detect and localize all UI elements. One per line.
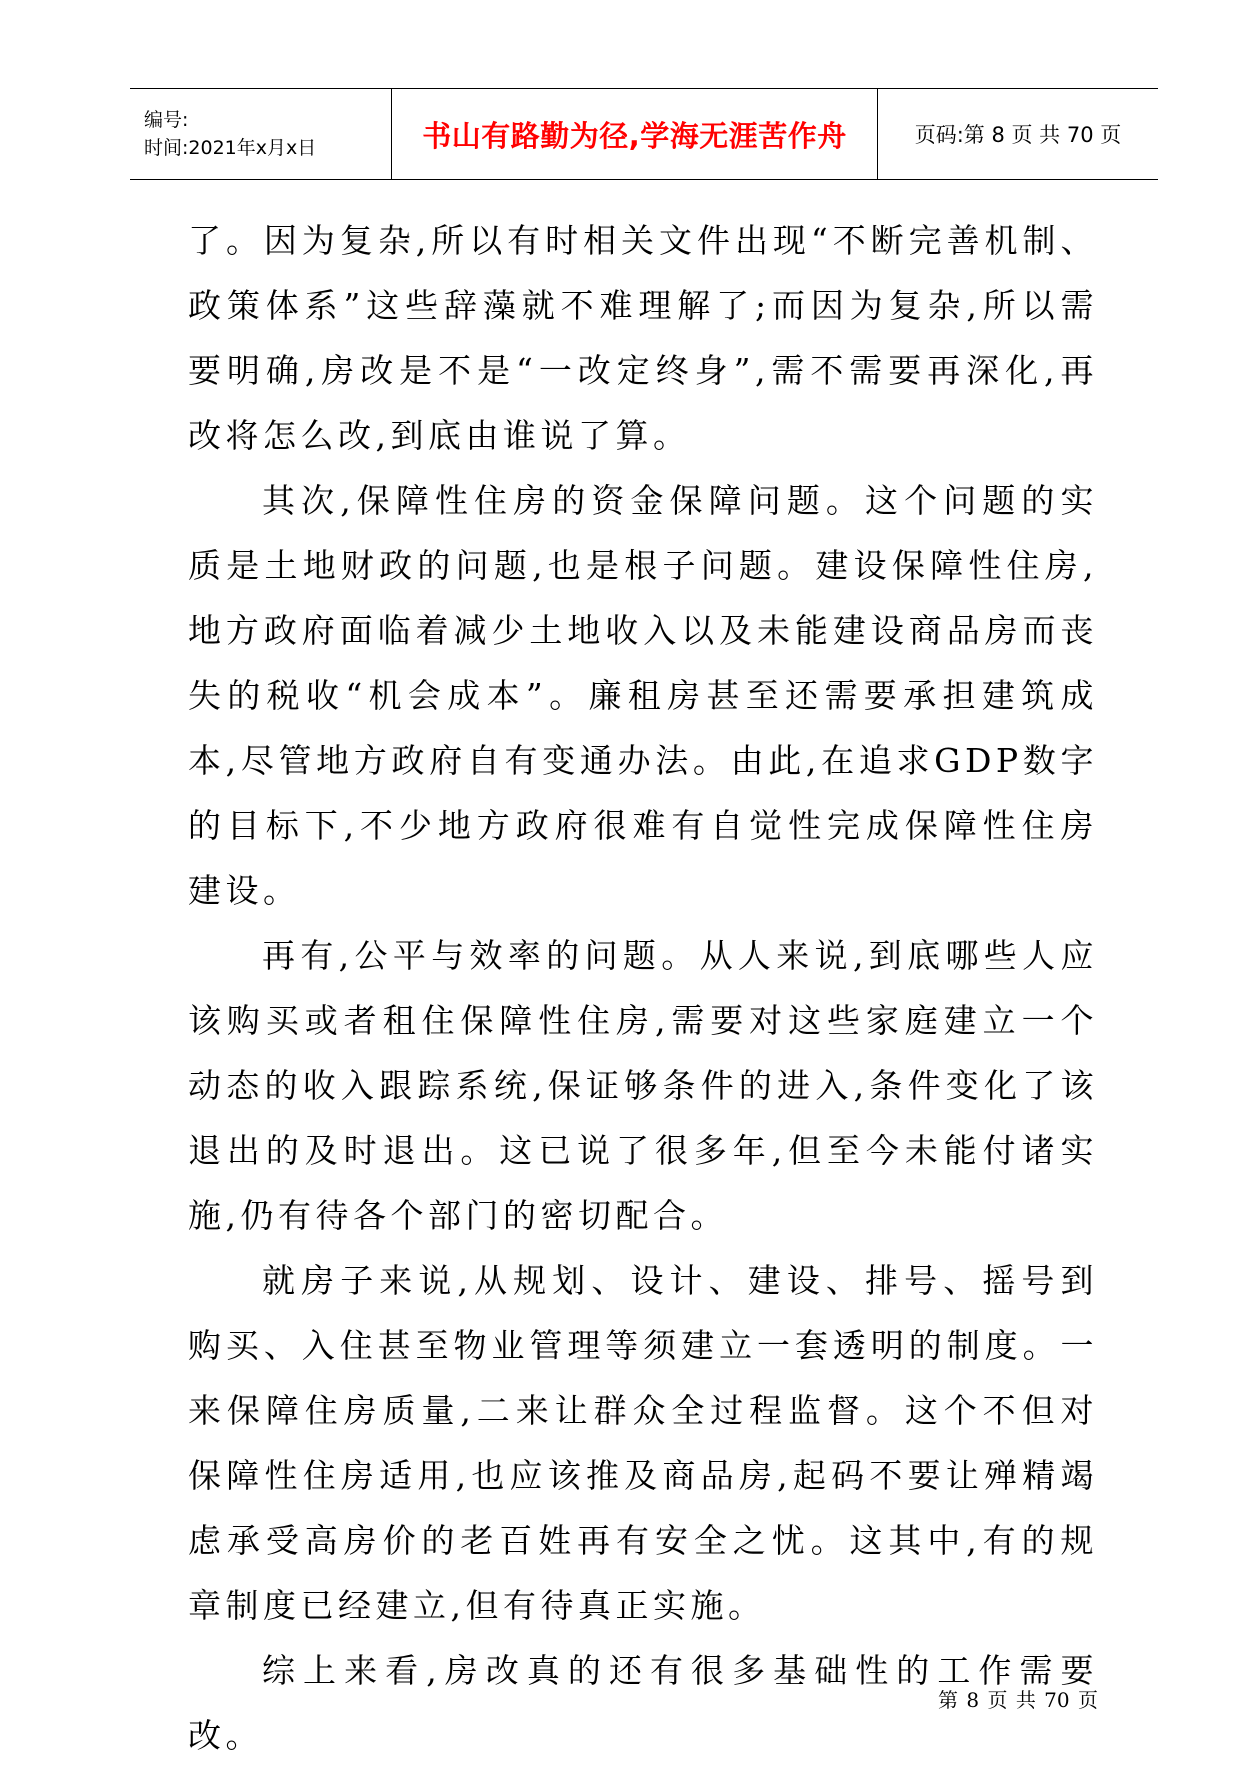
- body-paragraph: 了。因为复杂,所以有时相关文件出现“不断完善机制、政策体系”这些辞藻就不难理解了;而因为复杂,所以需要明确,房改是不是“一改定终身”,需不需要再深化,再改将怎么改,到底由谁说了算。: [188, 221, 1098, 455]
- footer-page-number: 第 8 页 共 70 页: [938, 1688, 1098, 1712]
- body-paragraph: 就房子来说,从规划、设计、建设、排号、摇号到购买、入住甚至物业管理等须建立一套透明的制度。一来保障住房质量,二来让群众全过程监督。这个不但对保障性住房适用,也应该推及商品房,起码不要让殚精竭虑承受高房价的老百姓再有安全之忧。这其中,有的规章制度已经建立,但有待真正实施。: [188, 1261, 1098, 1625]
- motto-text: 书山有路勤为径,学海无涯苦作舟: [422, 118, 847, 153]
- header-meta: [130, 89, 392, 179]
- document-time-label: 时间:2021年x月x日: [144, 137, 317, 159]
- body-paragraph: 再有,公平与效率的问题。从人来说,到底哪些人应该购买或者租住保障性住房,需要对这些家庭建立一个动态的收入跟踪系统,保证够条件的进入,条件变化了该退出的及时退出。这已说了很多年,但至今未能付诸实施,仍有待各个部门的密切配合。: [188, 936, 1098, 1235]
- header-page-number: 页码:第 8 页 共 70 页: [914, 123, 1122, 147]
- header-page-info: [878, 89, 1158, 179]
- body-paragraph: 综上来看,房改真的还有很多基础性的工作需要改。: [188, 1651, 1098, 1755]
- header-motto: [392, 89, 878, 179]
- body-paragraph: 其次,保障性住房的资金保障问题。这个问题的实质是土地财政的问题,也是根子问题。建设保障性住房,地方政府面临着减少土地收入以及未能建设商品房而丧失的税收“机会成本”。廉租房甚至还需要承担建筑成本,尽管地方政府自有变通办法。由此,在追求GDP数字的目标下,不少地方政府很难有自觉性完成保障性住房建设。: [188, 481, 1098, 910]
- document-header: [130, 88, 1158, 180]
- document-body: [188, 208, 1098, 1768]
- document-number-label: 编号:: [144, 109, 189, 131]
